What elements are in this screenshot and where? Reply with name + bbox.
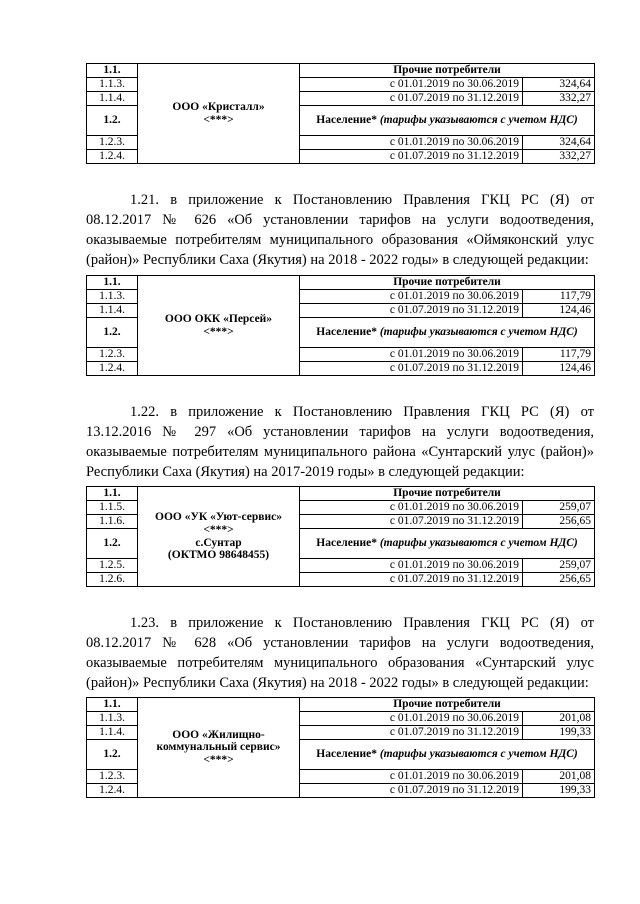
tariff-value: 332,27 — [523, 150, 595, 164]
tariff-value: 259,07 — [523, 559, 595, 573]
row-number: 1.1. — [87, 698, 138, 712]
row-number: 1.2. — [87, 318, 138, 348]
tariff-value: 256,65 — [523, 573, 595, 587]
population-header: Население* (тарифы указываются с учетом НДС) — [300, 529, 595, 559]
row-number: 1.1.3. — [87, 290, 138, 304]
period-cell: с 01.01.2019 по 30.06.2019 — [300, 712, 523, 726]
row-number: 1.1.6. — [87, 515, 138, 529]
period-cell: с 01.07.2019 по 31.12.2019 — [300, 92, 523, 106]
row-number: 1.1.3. — [87, 712, 138, 726]
row-number: 1.1.5. — [87, 501, 138, 515]
tariff-value: 124,46 — [523, 304, 595, 318]
period-cell: с 01.07.2019 по 31.12.2019 — [300, 515, 523, 529]
period-cell: с 01.01.2019 по 30.06.2019 — [300, 501, 523, 515]
tariff-value: 332,27 — [523, 92, 595, 106]
period-cell: с 01.07.2019 по 31.12.2019 — [300, 573, 523, 587]
paragraph-1-21: 1.21. в приложение к Постановлению Правления ГКЦ РС (Я) от 08.12.2017 № 626 «Об установлении тарифов на услуги водоотведения, оказываемые потребителям муниципального образования «Оймяконский улус (район)» Республики Саха (Якутия) на 2018 - 2022 годы» в следующей редакции: — [86, 192, 594, 268]
tariff-value: 324,64 — [523, 78, 595, 92]
organization-cell: ООО «Жилищно- коммунальный сервис» <***> — [138, 698, 300, 798]
tariff-value: 201,08 — [523, 712, 595, 726]
paragraph-1-22: 1.22. в приложение к Постановлению Правления ГКЦ РС (Я) от 13.12.2016 № 297 «Об установлении тарифов на услуги водоотведения, оказываемые потребителям муниципального района «Сунтарский улус (район)» Республики Саха (Якутия) на 2017-2019 годы» в следующей редакции: — [86, 404, 594, 480]
row-number: 1.2.6. — [87, 573, 138, 587]
row-number: 1.1. — [87, 487, 138, 501]
row-number: 1.1.4. — [87, 92, 138, 106]
row-number: 1.2.4. — [87, 362, 138, 376]
period-cell: с 01.07.2019 по 31.12.2019 — [300, 726, 523, 740]
row-number: 1.2.5. — [87, 559, 138, 573]
period-cell: с 01.07.2019 по 31.12.2019 — [300, 362, 523, 376]
row-number: 1.2.3. — [87, 770, 138, 784]
row-number: 1.2.3. — [87, 348, 138, 362]
population-header: Население* (тарифы указываются с учетом НДС) — [300, 106, 595, 136]
tariff-value: 199,33 — [523, 784, 595, 798]
period-cell: с 01.07.2019 по 31.12.2019 — [300, 304, 523, 318]
tariff-value: 124,46 — [523, 362, 595, 376]
row-number: 1.2.3. — [87, 136, 138, 150]
population-header: Население* (тарифы указываются с учетом НДС) — [300, 318, 595, 348]
period-cell: с 01.01.2019 по 30.06.2019 — [300, 770, 523, 784]
other-consumers-header: Прочие потребители — [300, 64, 595, 78]
tariff-table-1 — [86, 63, 595, 164]
row-number: 1.2. — [87, 529, 138, 559]
paragraph-1-23: 1.23. в приложение к Постановлению Правления ГКЦ РС (Я) от 08.12.2017 № 628 «Об установлении тарифов на услуги водоотведения, оказываемые потребителям муниципального образования «Сунтарский улус (район)» Республики Саха (Якутия) на 2018 - 2022 годы» в следующей редакции: — [86, 615, 594, 691]
row-number: 1.2.4. — [87, 150, 138, 164]
tariff-value: 256,65 — [523, 515, 595, 529]
tariff-value: 201,08 — [523, 770, 595, 784]
other-consumers-header: Прочие потребители — [300, 276, 595, 290]
tariff-table-3 — [86, 486, 595, 587]
organization-cell: ООО ОКК «Персей» <***> — [138, 276, 300, 376]
tariff-table-4 — [86, 697, 595, 798]
other-consumers-header: Прочие потребители — [300, 698, 595, 712]
row-number: 1.1.3. — [87, 78, 138, 92]
period-cell: с 01.07.2019 по 31.12.2019 — [300, 784, 523, 798]
tariff-table-2 — [86, 275, 595, 376]
tariff-value: 324,64 — [523, 136, 595, 150]
tariff-value: 259,07 — [523, 501, 595, 515]
row-number: 1.2. — [87, 740, 138, 770]
tariff-value: 199,33 — [523, 726, 595, 740]
row-number: 1.2.4. — [87, 784, 138, 798]
period-cell: с 01.07.2019 по 31.12.2019 — [300, 150, 523, 164]
organization-cell: ООО «Кристалл» <***> — [138, 64, 300, 164]
period-cell: с 01.01.2019 по 30.06.2019 — [300, 348, 523, 362]
tariff-value: 117,79 — [523, 348, 595, 362]
row-number: 1.1.4. — [87, 726, 138, 740]
organization-cell: ООО «УК «Уют-сервис» <***> с.Сунтар (ОКТМО 98648455) — [138, 487, 300, 587]
other-consumers-header: Прочие потребители — [300, 487, 595, 501]
population-header: Население* (тарифы указываются с учетом НДС) — [300, 740, 595, 770]
row-number: 1.1. — [87, 276, 138, 290]
row-number: 1.1.4. — [87, 304, 138, 318]
period-cell: с 01.01.2019 по 30.06.2019 — [300, 78, 523, 92]
period-cell: с 01.01.2019 по 30.06.2019 — [300, 136, 523, 150]
row-number: 1.2. — [87, 106, 138, 136]
tariff-value: 117,79 — [523, 290, 595, 304]
row-number: 1.1. — [87, 64, 138, 78]
period-cell: с 01.01.2019 по 30.06.2019 — [300, 290, 523, 304]
period-cell: с 01.01.2019 по 30.06.2019 — [300, 559, 523, 573]
